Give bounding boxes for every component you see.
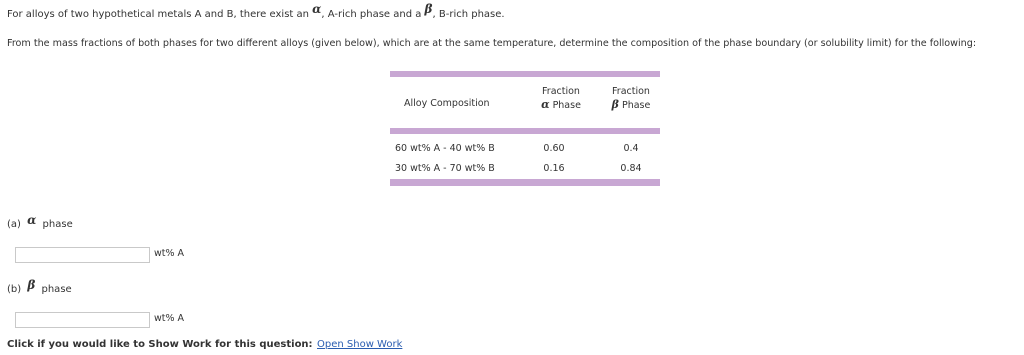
part-b-unit: wt% A (154, 313, 185, 324)
instruction-text: From the mass fractions of both phases for two different alloys (given below), which are at the same temperature, determine the composition of the phase boundary (or solubility limit) for the following: (7, 38, 977, 49)
header-alpha-symbol: α (541, 98, 550, 111)
table-row-1-beta: 0.4 (623, 143, 639, 154)
part-a-answer-input[interactable] (15, 247, 150, 263)
table-row-2-beta: 0.84 (620, 163, 642, 174)
table-row-2-alloy: 30 wt% A - 70 wt% B (395, 163, 495, 174)
part-a-label (7, 213, 73, 230)
alpha-symbol: α (312, 2, 322, 16)
header-alloy-composition: Alloy Composition (404, 98, 490, 109)
table-row-1-alpha: 0.60 (543, 143, 565, 154)
part-b-letter: (b) (7, 284, 22, 295)
header-beta-symbol: β (611, 98, 619, 111)
part-b-beta-symbol: β (27, 278, 36, 292)
header-alpha-phase (531, 98, 591, 112)
table-row-1-alloy: 60 wt% A - 40 wt% B (395, 143, 495, 154)
header-alpha-phase-label: Phase (552, 100, 581, 111)
part-b-answer-input[interactable] (15, 312, 150, 328)
part-a-letter: (a) (7, 219, 21, 230)
intro-text-3: , B-rich phase. (432, 9, 505, 20)
show-work-prompt: Click if you would like to Show Work for this question: (7, 339, 313, 350)
part-a-phase-text: phase (42, 219, 73, 230)
part-a-alpha-symbol: α (27, 213, 37, 227)
intro-text-1: For alloys of two hypothetical metals A and B, there exist an (7, 9, 309, 20)
table-header-bar (390, 128, 660, 134)
beta-symbol: β (424, 2, 433, 16)
table-top-bar (390, 71, 660, 77)
header-beta-phase (601, 98, 661, 112)
intro-text-2: , A-rich phase and a (321, 9, 422, 20)
part-b-phase-text: phase (41, 284, 72, 295)
table-row-2-alpha: 0.16 (543, 163, 565, 174)
open-show-work-link[interactable]: Open Show Work (317, 339, 403, 350)
header-alpha-fraction-label: Fraction (542, 86, 580, 97)
table-bottom-bar (390, 179, 660, 186)
intro-line (7, 2, 505, 20)
header-beta-phase-label: Phase (621, 100, 651, 111)
part-a-unit: wt% A (154, 248, 185, 259)
part-b-label (7, 278, 72, 295)
header-beta-fraction-label: Fraction (612, 86, 650, 97)
header-alpha-fraction (531, 85, 591, 112)
header-beta-fraction (601, 85, 661, 112)
